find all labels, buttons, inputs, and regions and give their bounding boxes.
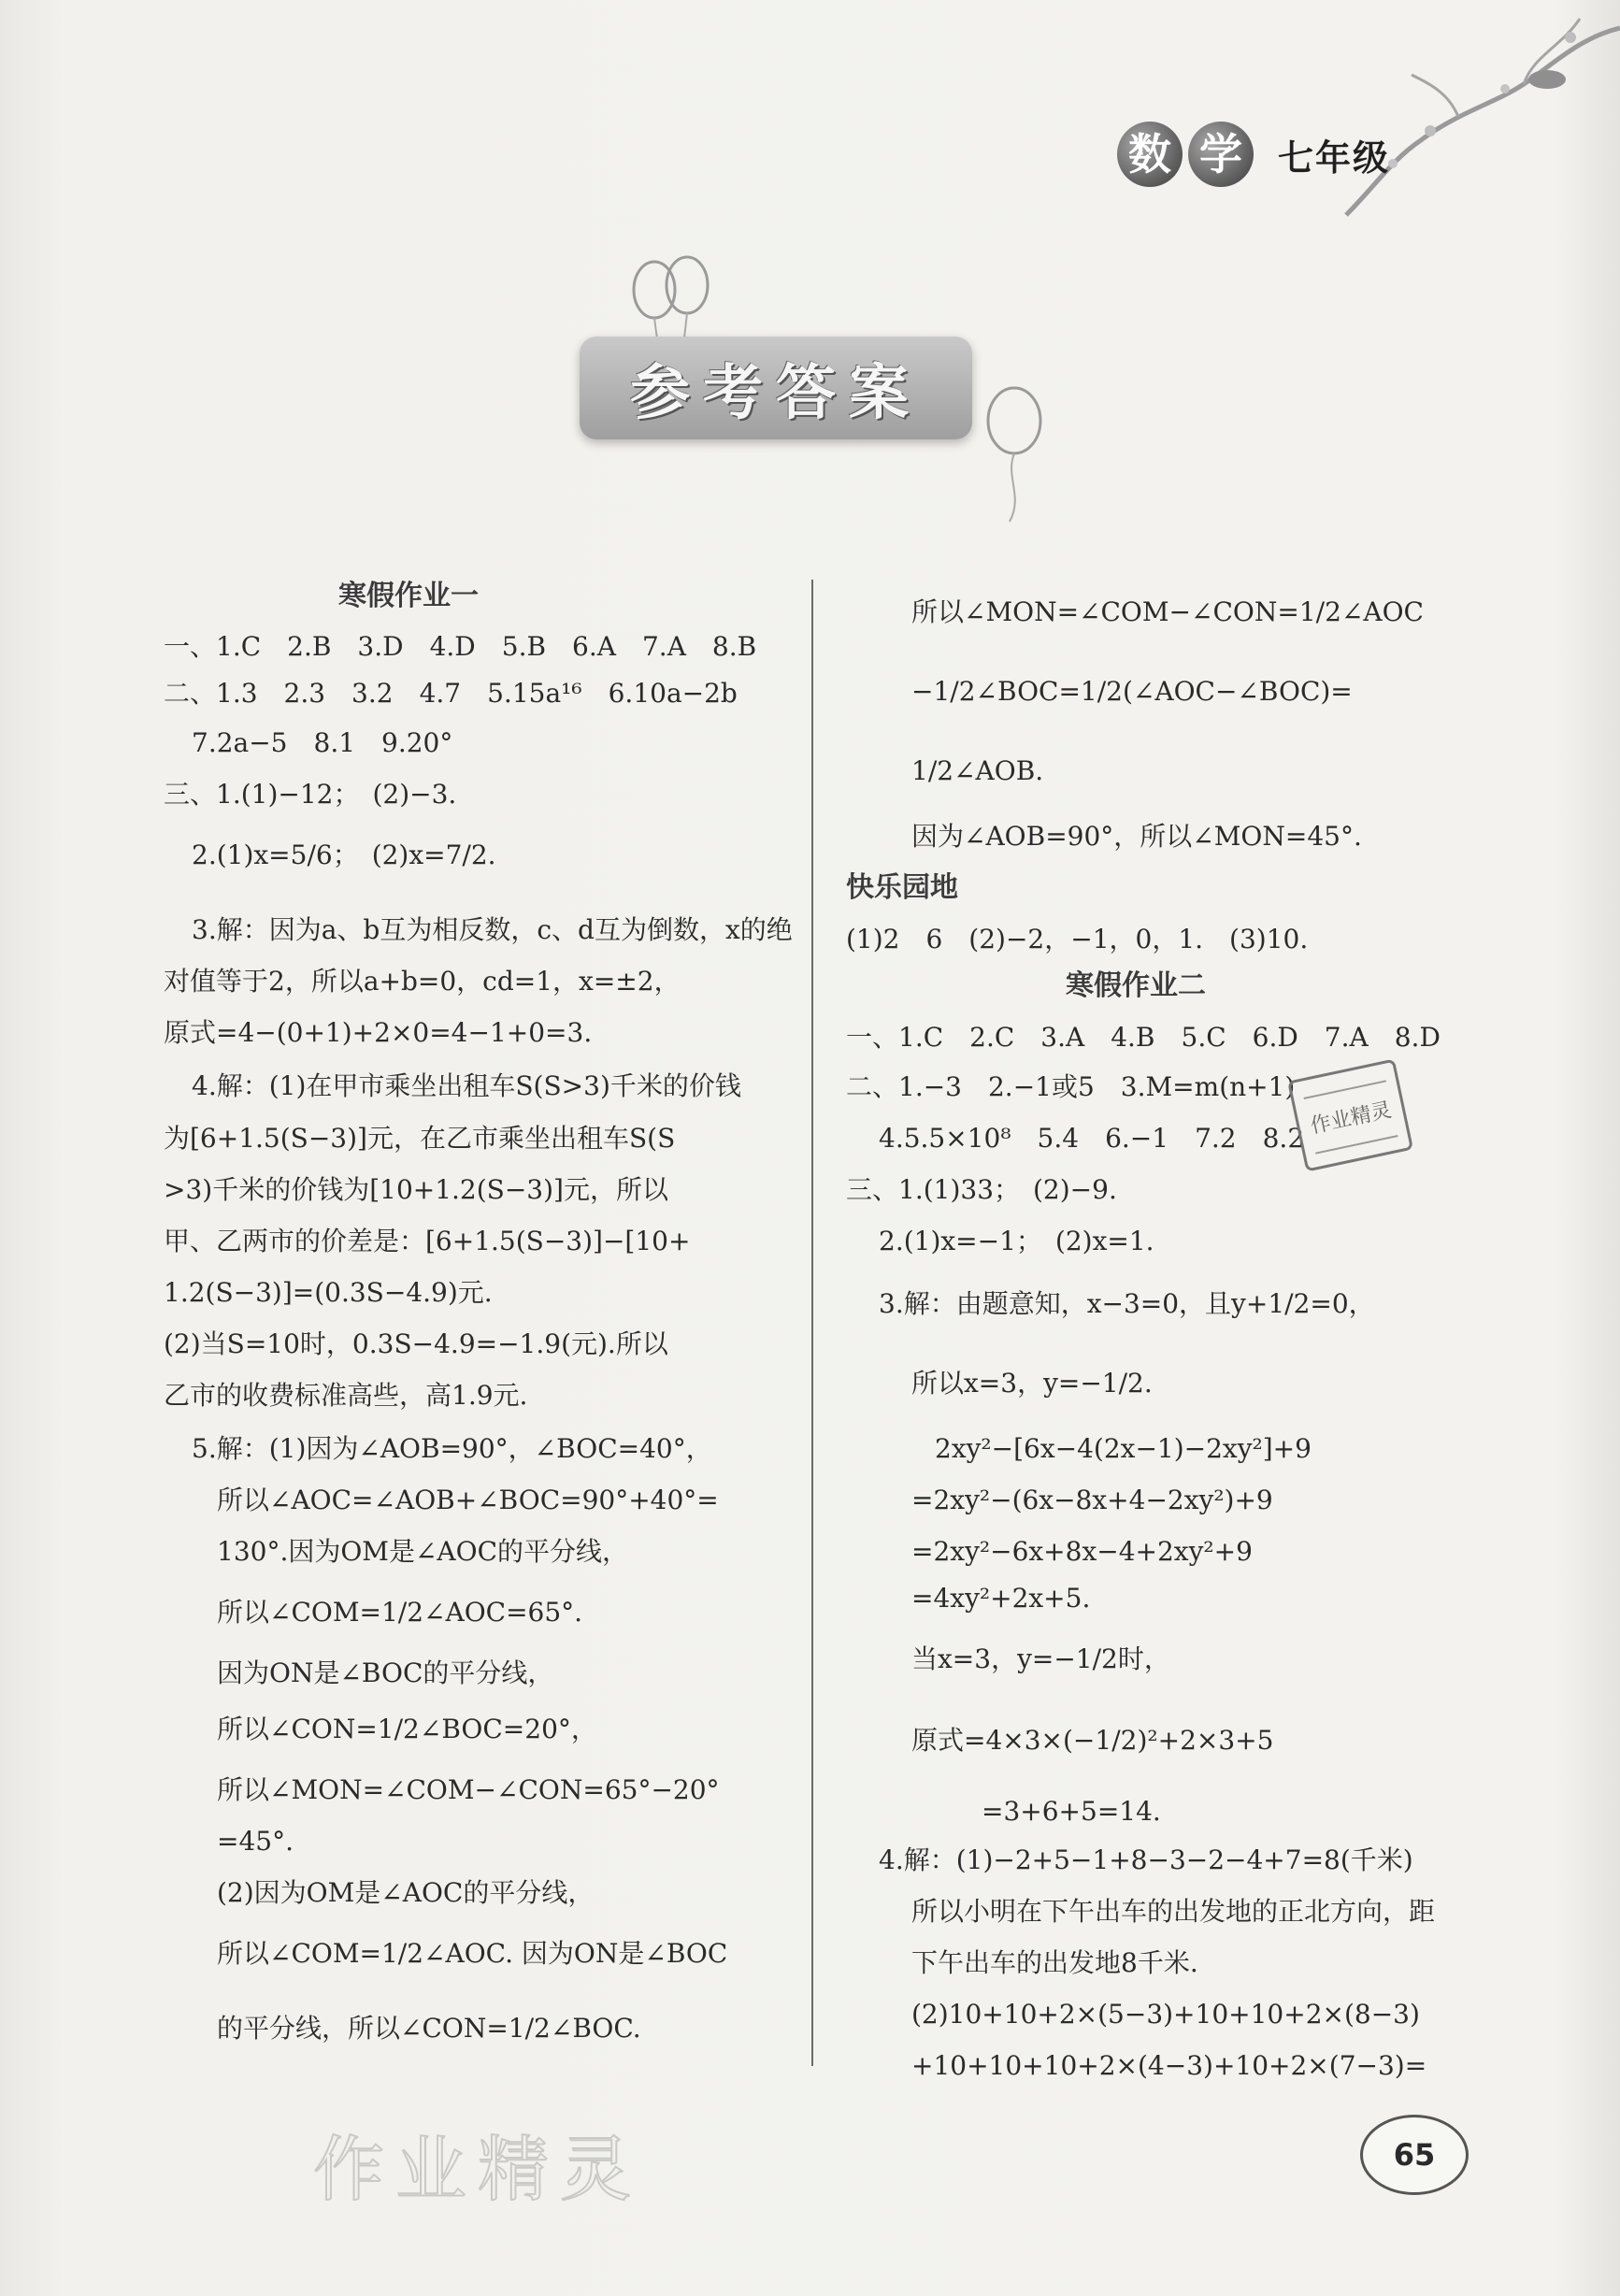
subject-char-1: 数 bbox=[1117, 122, 1183, 187]
answer-line: =3+6+5=14. bbox=[982, 1796, 1161, 1827]
page-number-text: 65 bbox=[1393, 2137, 1436, 2173]
watermark: 作业精灵 bbox=[313, 2128, 642, 2211]
answer-line: 二、1.3 2.3 3.2 4.7 5.15a¹⁶ 6.10a−2b bbox=[164, 678, 738, 709]
answer-line: (2)当S=10时，0.3S−4.9=−1.9(元).所以 bbox=[164, 1328, 668, 1359]
answer-line: 4.解：(1)在甲市乘坐出租车S(S>3)千米的价钱 bbox=[192, 1070, 741, 1101]
answer-line: 5.解：(1)因为∠AOB=90°，∠BOC=40°， bbox=[192, 1433, 712, 1464]
answer-line: 所以∠MON=∠COM−∠CON=1/2∠AOC bbox=[911, 596, 1424, 627]
page-title: 参考答案 bbox=[630, 358, 922, 428]
happy-corner-title: 快乐园地 bbox=[846, 871, 958, 904]
answer-line: 所以∠CON=1/2∠BOC=20°， bbox=[217, 1714, 597, 1744]
answer-line: 1.2(S−3)]=(0.3S−4.9)元. bbox=[164, 1277, 493, 1308]
answer-line: 3.解：因为a、b互为相反数，c、d互为倒数，x的绝 bbox=[192, 914, 793, 945]
stamp-text: 作业精灵 bbox=[1308, 1098, 1394, 1139]
answer-line: 7.2a−5 8.1 9.20° bbox=[192, 727, 453, 758]
answer-line: =2xy²−6x+8x−4+2xy²+9 bbox=[911, 1536, 1253, 1567]
answer-line: 所以∠COM=1/2∠AOC. 因为ON是∠BOC bbox=[217, 1938, 728, 1969]
answer-line: 130°.因为OM是∠AOC的平分线， bbox=[217, 1536, 629, 1567]
answer-line: 一、1.C 2.B 3.D 4.D 5.B 6.A 7.A 8.B bbox=[164, 631, 757, 662]
subject-char-2: 学 bbox=[1188, 122, 1254, 187]
answer-line: 乙市的收费标准高些，高1.9元. bbox=[164, 1380, 528, 1411]
answer-line: 3.解：由题意知，x−3=0，且y+1/2=0， bbox=[879, 1288, 1375, 1319]
answer-line: 原式=4−(0+1)+2×0=4−1+0=3. bbox=[164, 1017, 593, 1048]
answer-line: 下午出车的出发地8千米. bbox=[911, 1947, 1198, 1978]
answer-line: 1/2∠AOB. bbox=[911, 755, 1044, 786]
answer-line: 二、1.−3 2.−1或5 3.M=m(n+1) bbox=[846, 1071, 1296, 1102]
answer-line: =2xy²−(6x−8x+4−2xy²)+9 bbox=[911, 1485, 1273, 1515]
page-number bbox=[1360, 2115, 1469, 2195]
answer-line: 所以∠COM=1/2∠AOC=65°. bbox=[217, 1597, 583, 1628]
answer-line: 原式=4×3×(−1/2)²+2×3+5 bbox=[911, 1725, 1274, 1756]
answer-line: 一、1.C 2.C 3.A 4.B 5.C 6.D 7.A 8.D bbox=[846, 1022, 1441, 1053]
answer-line: (2)因为OM是∠AOC的平分线， bbox=[217, 1877, 595, 1908]
answer-line: =4xy²+2x+5. bbox=[911, 1583, 1091, 1614]
answer-line: 所以∠AOC=∠AOB+∠BOC=90°+40°= bbox=[217, 1485, 719, 1515]
answer-line: 因为∠AOB=90°，所以∠MON=45°. bbox=[911, 821, 1362, 852]
answer-line: 为[6+1.5(S−3)]元，在乙市乘坐出租车S(S bbox=[164, 1123, 676, 1154]
answer-line: +10+10+10+2×(4−3)+10+2×(7−3)= bbox=[911, 2050, 1427, 2081]
answer-line: >3)千米的价钱为[10+1.2(S−3)]元，所以 bbox=[164, 1174, 668, 1205]
answer-line: 的平分线，所以∠CON=1/2∠BOC. bbox=[217, 2013, 641, 2044]
answer-line: 2xy²−[6x−4(2x−1)−2xy²]+9 bbox=[935, 1433, 1312, 1464]
answer-line: =45°. bbox=[217, 1826, 294, 1857]
answer-line: 2.(1)x=5/6； (2)x=7/2. bbox=[192, 839, 496, 870]
answer-line: 所以小明在下午出车的出发地的正北方向，距 bbox=[911, 1896, 1436, 1927]
answer-line: 因为ON是∠BOC的平分线， bbox=[217, 1657, 554, 1688]
answer-line: 甲、乙两市的价差是：[6+1.5(S−3)]−[10+ bbox=[164, 1226, 691, 1256]
answer-line: 对值等于2，所以a+b=0，cd=1，x=±2， bbox=[164, 966, 681, 997]
answer-line: 所以x=3，y=−1/2. bbox=[911, 1368, 1153, 1399]
answer-line: 2.(1)x=−1； (2)x=1. bbox=[879, 1226, 1154, 1256]
answer-line: 三、1.(1)33； (2)−9. bbox=[846, 1174, 1117, 1205]
answer-line: 4.5.5×10⁸ 5.4 6.−1 7.2 8.2 bbox=[879, 1123, 1305, 1154]
answer-line: 三、1.(1)−12； (2)−3. bbox=[164, 779, 457, 810]
grade-label: 七年级 bbox=[1278, 136, 1391, 179]
answer-line: 所以∠MON=∠COM−∠CON=65°−20° bbox=[217, 1774, 720, 1805]
answer-line: 当x=3，y=−1/2时， bbox=[911, 1643, 1170, 1674]
answer-line: 4.解：(1)−2+5−1+8−3−2−4+7=8(千米) bbox=[879, 1844, 1413, 1875]
happy-corner-answer: (1)2 6 (2)−2，−1，0，1. (3)10. bbox=[846, 924, 1309, 954]
section-title-1: 寒假作业一 bbox=[338, 580, 479, 612]
section-title-2: 寒假作业二 bbox=[1066, 969, 1206, 1002]
answer-line: −1/2∠BOC=1/2(∠AOC−∠BOC)= bbox=[911, 676, 1353, 707]
answer-line: (2)10+10+2×(5−3)+10+10+2×(8−3) bbox=[911, 1999, 1420, 2030]
